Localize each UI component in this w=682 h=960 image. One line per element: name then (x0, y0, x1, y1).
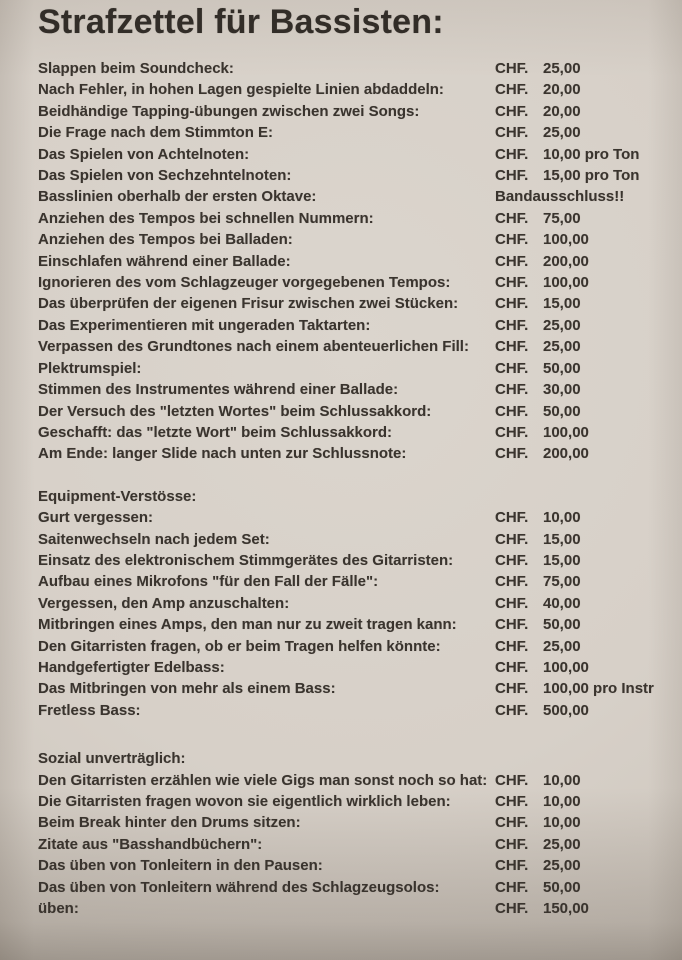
fine-label: Fretless Bass: (38, 701, 141, 719)
fine-row (38, 186, 682, 207)
currency-label: CHF. (495, 402, 529, 420)
fine-row (38, 507, 682, 528)
fine-amount: 10,00 (543, 793, 581, 810)
fine-amount: 100,00 (543, 274, 589, 292)
fine-amount: 20,00 (543, 102, 581, 120)
fine-label: Vergessen, den Amp anzuschalten: (38, 594, 290, 612)
currency-label: CHF. (495, 209, 529, 227)
fine-row (38, 593, 682, 614)
fine-amount: 15,00 pro Ton (543, 167, 640, 185)
fine-row (38, 358, 682, 379)
currency-label: CHF. (495, 814, 529, 832)
fine-row (38, 791, 682, 812)
fine-row (38, 122, 682, 143)
fine-amount: 500,00 (543, 701, 589, 719)
currency-label: CHF. (495, 274, 529, 292)
fine-label: Nach Fehler, in hohen Lagen gespielte Linien abdaddeln: (38, 81, 444, 99)
fine-label: Das Experimentieren mit ungeraden Taktarten: (38, 316, 371, 334)
fine-row (38, 379, 682, 400)
fine-label: Slappen beim Soundcheck: (38, 60, 234, 77)
fine-amount: 10,00 pro Ton (543, 145, 640, 163)
fine-label: Der Versuch des "letzten Wortes" beim Schlussakkord: (38, 402, 432, 420)
fine-label: Beidhändige Tapping-übungen zwischen zwei Songs: (38, 102, 420, 120)
fine-label: Plektrumspiel: (38, 359, 142, 377)
fine-amount: Bandausschluss!! (495, 188, 625, 206)
fine-row (38, 550, 682, 571)
currency-label: CHF. (495, 701, 529, 719)
currency-label: CHF. (495, 231, 529, 249)
currency-label: CHF. (495, 509, 529, 527)
currency-label: CHF. (495, 573, 529, 591)
fine-amount: 25,00 (543, 60, 581, 77)
sections (38, 58, 682, 919)
fine-row (38, 144, 682, 165)
fine-label: Einsatz des elektronischem Stimmgerätes des Gitarristen: (38, 551, 454, 569)
section-header: Sozial unverträglich: (38, 750, 186, 768)
fine-amount: 100,00 pro Instr (543, 680, 654, 698)
fine-amount: 25,00 (543, 316, 581, 334)
fine-row (38, 636, 682, 657)
fine-amount: 10,00 (543, 771, 581, 789)
currency-label: CHF. (495, 637, 529, 655)
fine-row (38, 422, 682, 443)
document-content (38, 3, 682, 919)
fine-amount: 200,00 (543, 252, 589, 270)
fine-amount: 25,00 (543, 857, 581, 875)
fine-row (38, 208, 682, 229)
fine-section (38, 486, 682, 721)
fine-label: Die Gitarristen fragen wovon sie eigentlich wirklich leben: (38, 793, 451, 810)
fine-row (38, 855, 682, 876)
fine-label: Am Ende: langer Slide nach unten zur Schlussnote: (38, 445, 407, 463)
currency-label: CHF. (495, 359, 529, 377)
fine-amount: 30,00 (543, 381, 581, 399)
currency-label: CHF. (495, 857, 529, 875)
fine-row (38, 614, 682, 635)
currency-label: CHF. (495, 423, 529, 441)
fine-label: Geschafft: das "letzte Wort" beim Schlussakkord: (38, 423, 393, 441)
currency-label: CHF. (495, 381, 529, 399)
currency-label: CHF. (495, 530, 529, 548)
fine-label: Gurt vergessen: (38, 509, 154, 527)
currency-label: CHF. (495, 167, 529, 185)
fine-label: Saitenwechseln nach jedem Set: (38, 530, 270, 548)
fine-amount: 15,00 (543, 530, 581, 548)
fine-row (38, 401, 682, 422)
fine-label: Aufbau eines Mikrofons "für den Fall der Fälle": (38, 573, 379, 591)
fine-amount: 50,00 (543, 616, 581, 634)
fine-row (38, 834, 682, 855)
fine-label: Anziehen des Tempos bei Balladen: (38, 231, 293, 249)
currency-label: CHF. (495, 102, 529, 120)
currency-label: CHF. (495, 252, 529, 270)
fine-amount: 25,00 (543, 835, 581, 853)
fine-row (38, 79, 682, 100)
fine-row (38, 700, 682, 721)
fine-amount: 25,00 (543, 338, 581, 356)
fine-amount: 50,00 (543, 878, 581, 896)
fine-label: Handgefertigter Edelbass: (38, 658, 225, 676)
currency-label: CHF. (495, 680, 529, 698)
fine-amount: 10,00 (543, 509, 581, 527)
fine-label: Das Spielen von Achtelnoten: (38, 145, 250, 163)
fine-label: Stimmen des Instrumentes während einer Ballade: (38, 381, 399, 399)
fine-row (38, 101, 682, 122)
currency-label: CHF. (495, 551, 529, 569)
fine-amount: 50,00 (543, 359, 581, 377)
fine-row (38, 251, 682, 272)
fine-row (38, 336, 682, 357)
currency-label: CHF. (495, 445, 529, 463)
fine-amount: 25,00 (543, 124, 581, 142)
page-title: Strafzettel für Bassisten: (38, 3, 444, 41)
currency-label: CHF. (495, 295, 529, 313)
fine-label: Die Frage nach dem Stimmton E: (38, 124, 274, 142)
fine-row (38, 657, 682, 678)
fine-row (38, 165, 682, 186)
currency-label: CHF. (495, 338, 529, 356)
fine-row (38, 443, 682, 464)
fine-row (38, 58, 682, 79)
fine-label: Verpassen des Grundtones nach einem abenteuerlichen Fill: (38, 338, 469, 356)
fine-label: Zitate aus "Basshandbüchern": (38, 835, 263, 853)
currency-label: CHF. (495, 316, 529, 334)
currency-label: CHF. (495, 658, 529, 676)
fine-amount: 150,00 (543, 900, 589, 918)
fine-label: Das üben von Tonleitern in den Pausen: (38, 857, 323, 875)
fine-label: Den Gitarristen erzählen wie viele Gigs man sonst noch so hat: (38, 771, 488, 789)
currency-label: CHF. (495, 793, 529, 810)
fine-section (38, 748, 682, 919)
fine-amount: 25,00 (543, 637, 581, 655)
fine-label: Beim Break hinter den Drums sitzen: (38, 814, 301, 832)
fine-row (38, 229, 682, 250)
fine-label: üben: (38, 900, 79, 918)
fine-label: Mitbringen eines Amps, den man nur zu zweit tragen kann: (38, 616, 457, 634)
fine-amount: 100,00 (543, 658, 589, 676)
currency-label: CHF. (495, 81, 529, 99)
fine-section (38, 58, 682, 465)
currency-label: CHF. (495, 878, 529, 896)
fine-amount: 15,00 (543, 295, 581, 313)
currency-label: CHF. (495, 900, 529, 918)
fine-row (38, 315, 682, 336)
fine-amount: 75,00 (543, 573, 581, 591)
fine-row (38, 571, 682, 592)
fine-amount: 100,00 (543, 231, 589, 249)
currency-label: CHF. (495, 616, 529, 634)
fine-label: Das Mitbringen von mehr als einem Bass: (38, 680, 336, 698)
fine-label: Den Gitarristen fragen, ob er beim Tragen helfen könnte: (38, 637, 441, 655)
currency-label: CHF. (495, 60, 529, 77)
currency-label: CHF. (495, 145, 529, 163)
fine-row (38, 770, 682, 791)
fine-row (38, 529, 682, 550)
fine-amount: 100,00 (543, 423, 589, 441)
fine-row (38, 877, 682, 898)
fine-label: Einschlafen während einer Ballade: (38, 252, 291, 270)
fine-label: Das üben von Tonleitern während des Schlagzeugsolos: (38, 878, 440, 896)
fine-row (38, 812, 682, 833)
fine-amount: 10,00 (543, 814, 581, 832)
fine-amount: 200,00 (543, 445, 589, 463)
currency-label: CHF. (495, 771, 529, 789)
fine-label: Das Spielen von Sechzehntelnoten: (38, 167, 292, 185)
currency-label: CHF. (495, 594, 529, 612)
fine-amount: 20,00 (543, 81, 581, 99)
fine-amount: 75,00 (543, 209, 581, 227)
fine-row (38, 678, 682, 699)
fine-amount: 50,00 (543, 402, 581, 420)
fine-row (38, 898, 682, 919)
fine-row (38, 272, 682, 293)
fine-label: Ignorieren des vom Schlagzeuger vorgegebenen Tempos: (38, 274, 451, 292)
fine-label: Anziehen des Tempos bei schnellen Nummern: (38, 209, 374, 227)
fine-amount: 15,00 (543, 551, 581, 569)
fine-label: Das überprüfen der eigenen Frisur zwischen zwei Stücken: (38, 295, 459, 313)
fine-row (38, 293, 682, 314)
section-header: Equipment-Verstösse: (38, 487, 197, 505)
fine-label: Basslinien oberhalb der ersten Oktave: (38, 188, 317, 206)
fine-amount: 40,00 (543, 594, 581, 612)
currency-label: CHF. (495, 835, 529, 853)
currency-label: CHF. (495, 124, 529, 142)
